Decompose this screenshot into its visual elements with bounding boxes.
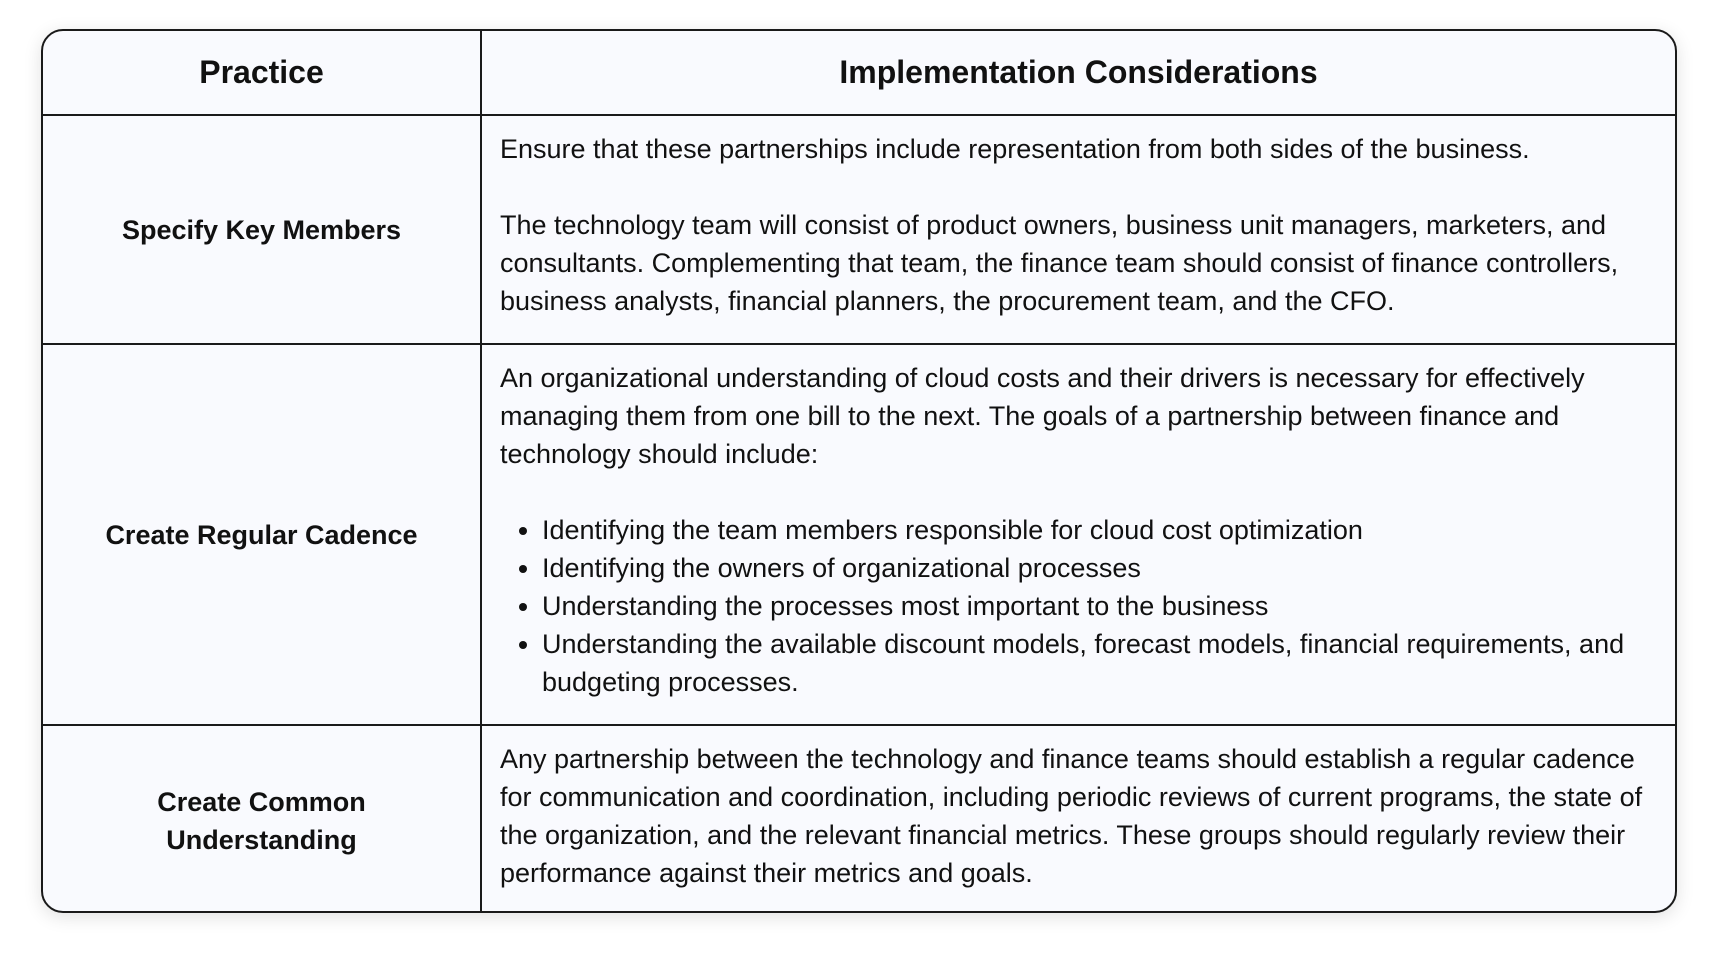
considerations-cell — [481, 344, 1675, 725]
considerations-cell — [481, 115, 1675, 344]
table-row — [43, 115, 1675, 344]
practice-cell: Specify Key Members — [43, 115, 481, 344]
considerations-paragraph: An organizational understanding of cloud costs and their drivers is necessary for effectively managing them from one bill to the next. The goals of a partnership between finance and technology should include: — [500, 363, 1585, 469]
table-row — [43, 344, 1675, 725]
practice-cell: Create Regular Cadence — [43, 344, 481, 725]
considerations-cell — [481, 725, 1675, 913]
column-header-implementation-considerations: Implementation Considerations — [481, 31, 1675, 115]
practices-table — [43, 31, 1675, 913]
bullet-item: • Identifying the owners of organizational processes — [542, 549, 1657, 587]
column-header-practice: Practice — [43, 31, 481, 115]
practices-table-card — [41, 29, 1677, 913]
considerations-paragraph: The technology team will consist of product owners, business unit managers, marketers, and consultants. Complementing that team, the finance team should consist of finance controllers, business analysts, financial planners, the procurement team, and the CFO. — [500, 210, 1619, 316]
bullet-item: • Understanding the available discount models, forecast models, financial requirements, and budgeting processes. — [542, 625, 1657, 701]
considerations-paragraph: Ensure that these partnerships include representation from both sides of the business. — [500, 134, 1530, 164]
table-header-row — [43, 31, 1675, 115]
considerations-paragraph: Any partnership between the technology and finance teams should establish a regular cadence for communication and coordination, including periodic reviews of current programs, the state of the organization, and the relevant financial metrics. These groups should regularly review their performance against their metrics and goals. — [500, 744, 1643, 888]
goals-bullet-list — [500, 511, 1657, 701]
bullet-item: • Understanding the processes most important to the business — [542, 587, 1657, 625]
bullet-item: • Identifying the team members responsible for cloud cost optimization — [542, 511, 1657, 549]
practice-cell: Create Common Understanding — [43, 725, 481, 913]
table-row — [43, 725, 1675, 913]
